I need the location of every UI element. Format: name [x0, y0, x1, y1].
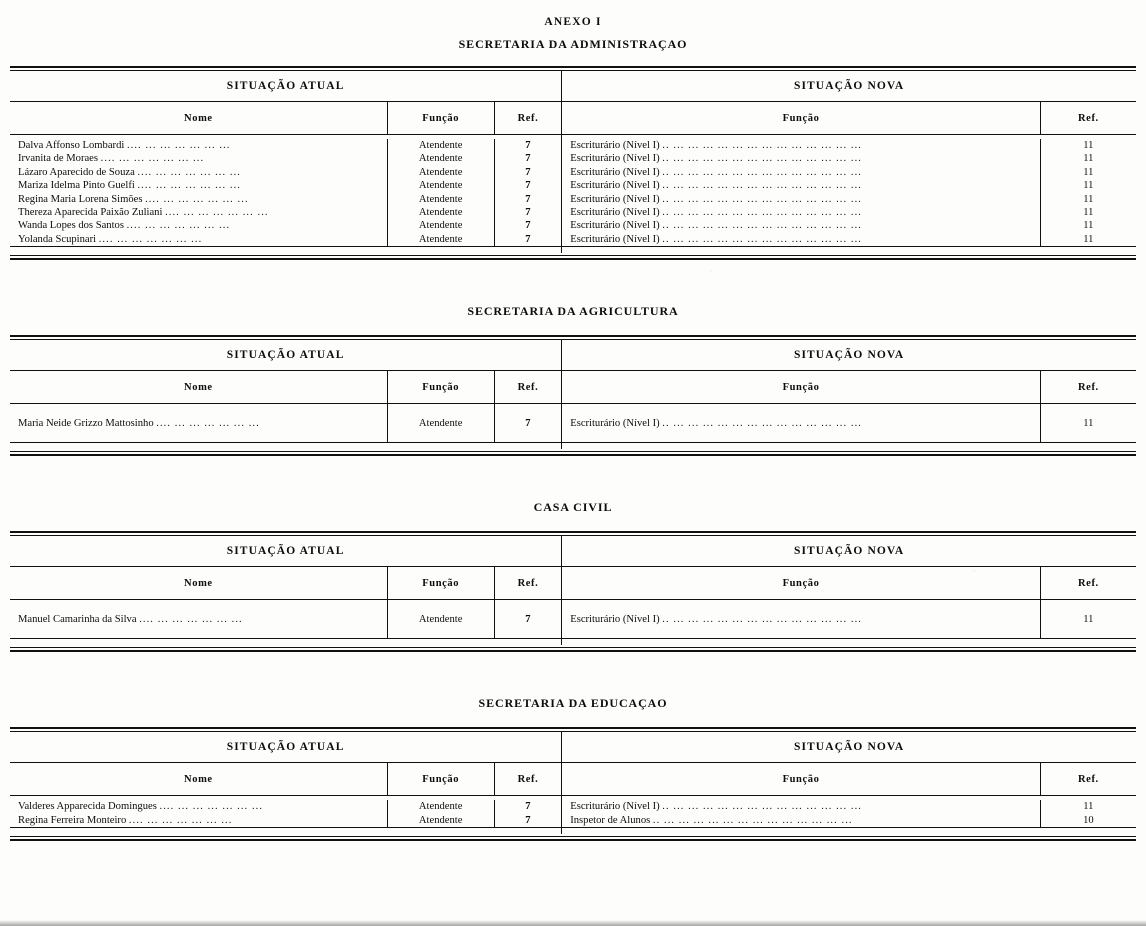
list-item: 7	[525, 153, 531, 165]
table-group-header-row	[10, 536, 1136, 567]
list-item: 11	[1083, 801, 1094, 813]
col-header-name: Nome	[10, 371, 387, 404]
col-header-new-funcao: Função	[562, 371, 1041, 404]
list-item: Escriturário (Nível I) .. ... ... ... ... ... ... ... ... ... ... ... ... ...	[570, 417, 862, 429]
list-item: 7	[525, 180, 531, 192]
funcao-cell	[387, 800, 494, 827]
table-body-bottom-rule-row	[10, 639, 1136, 646]
section-title-administracao: SECRETARIA DA ADMINISTRAÇAO	[458, 37, 688, 51]
table-column-header-row	[10, 102, 1136, 135]
table-block-educacao	[10, 727, 1136, 841]
col-header-new-ref: Ref.	[1040, 102, 1136, 135]
col-header-ref: Ref.	[494, 763, 562, 796]
table-casa-civil	[10, 536, 1136, 645]
new-ref-cell: 11	[1040, 600, 1136, 639]
table-column-header-row	[10, 567, 1136, 600]
group-header-new: SITUAÇÃO NOVA	[562, 71, 1136, 102]
list-item: Atendente	[418, 801, 463, 813]
table-body-row-group	[10, 139, 1136, 247]
ref-cell: 7	[494, 404, 562, 443]
table-row	[10, 600, 1136, 639]
col-header-funcao: Função	[387, 371, 494, 404]
list-item: 7	[525, 801, 531, 813]
new-funcao-cell	[562, 139, 1041, 247]
list-item: 11	[1083, 233, 1094, 245]
list-item: Inspetor de Alunos .. ... ... ... ... ... ... ... ... ... ... ... ... ...	[570, 814, 853, 826]
list-item: Atendente	[418, 814, 463, 826]
group-header-new: SITUAÇÃO NOVA	[562, 536, 1136, 567]
list-item: 11	[1083, 220, 1094, 232]
list-item: 10	[1083, 814, 1094, 826]
col-header-new-ref: Ref.	[1040, 371, 1136, 404]
table-agricultura	[10, 340, 1136, 449]
table-bottom-rule	[10, 647, 1136, 652]
names-cell	[10, 800, 387, 827]
table-administracao	[10, 71, 1136, 253]
list-item: 7	[525, 166, 531, 178]
list-item: Escriturário (Nível I) .. ... ... ... ... ... ... ... ... ... ... ... ... ...	[570, 166, 862, 178]
table-block-administracao	[10, 66, 1136, 260]
list-item: Atendente	[418, 153, 463, 165]
table-group-header-row	[10, 71, 1136, 102]
col-header-new-ref: Ref.	[1040, 763, 1136, 796]
names-cell	[10, 600, 387, 639]
list-item: Atendente	[418, 193, 463, 205]
table-column-header-row	[10, 371, 1136, 404]
list-item: Escriturário (Nível I) .. ... ... ... ... ... ... ... ... ... ... ... ... ...	[570, 180, 862, 192]
list-item: 11	[1083, 193, 1094, 205]
section-spacer	[0, 456, 1146, 500]
new-funcao-cell	[562, 600, 1041, 639]
group-header-current: SITUAÇÃO ATUAL	[226, 80, 345, 92]
list-item: 11	[1083, 166, 1094, 178]
section-title-casa-civil: CASA CIVIL	[533, 500, 613, 515]
names-cell	[10, 404, 387, 443]
list-item: Valderes Apparecida Domingues .... ... ... ... ... ... ...	[18, 801, 264, 813]
table-block-casa-civil	[10, 531, 1136, 652]
table-block-agricultura	[10, 335, 1136, 456]
new-ref-cell	[1040, 800, 1136, 827]
col-header-name: Nome	[10, 763, 387, 796]
col-header-new-funcao: Função	[562, 567, 1041, 600]
new-funcao-cell	[562, 404, 1041, 443]
section-title-educacao: SECRETARIA DA EDUCAÇAO	[478, 696, 668, 711]
table-body-bottom-rule-row	[10, 247, 1136, 254]
list-item: Atendente	[418, 166, 463, 178]
list-item: 7	[525, 220, 531, 232]
list-item: 7	[525, 207, 531, 219]
list-item: Escriturário (Nível I) .. ... ... ... ... ... ... ... ... ... ... ... ... ...	[570, 233, 862, 245]
table-educacao	[10, 732, 1136, 834]
table-bottom-rule	[10, 836, 1136, 841]
col-header-ref: Ref.	[494, 371, 562, 404]
table-bottom-rule	[10, 451, 1136, 456]
col-header-ref: Ref.	[494, 102, 562, 135]
table-body-bottom-rule-row	[10, 443, 1136, 450]
list-item: 7	[525, 814, 531, 826]
names-cell	[10, 139, 387, 247]
ref-cell	[494, 139, 562, 247]
list-item: Thereza Aparecida Paixão Zuliani .... ... ... ... ... ... ...	[18, 207, 269, 219]
list-item: Escriturário (Nível I) .. ... ... ... ... ... ... ... ... ... ... ... ... ...	[570, 801, 862, 813]
list-item: Wanda Lopes dos Santos .... ... ... ... ... ... ...	[18, 220, 231, 232]
col-header-funcao: Função	[387, 567, 494, 600]
section-title-agricultura: SECRETARIA DA AGRICULTURA	[467, 304, 679, 319]
table-group-header-row	[10, 732, 1136, 763]
col-header-ref: Ref.	[494, 567, 562, 600]
list-item: 7	[525, 140, 531, 151]
list-item: Dalva Affonso Lombardi .... ... ... ... ... ... ...	[18, 140, 231, 151]
col-header-new-ref: Ref.	[1040, 567, 1136, 600]
funcao-cell: Atendente	[387, 600, 494, 639]
list-item: Escriturário (Nível I) .. ... ... ... ... ... ... ... ... ... ... ... ... ...	[570, 613, 862, 625]
group-header-new: SITUAÇÃO NOVA	[562, 732, 1136, 763]
col-header-name: Nome	[10, 102, 387, 135]
group-header-current: SITUAÇÃO ATUAL	[226, 349, 345, 362]
list-item: Manuel Camarinha da Silva .... ... ... ... ... ... ...	[18, 613, 243, 625]
list-item: 11	[1083, 140, 1094, 151]
list-item: 11	[1083, 153, 1094, 165]
table-bottom-rule	[10, 255, 1136, 260]
list-item: 11	[1083, 207, 1094, 219]
list-item: 7	[525, 193, 531, 205]
table-column-header-row	[10, 763, 1136, 796]
list-item: Atendente	[418, 180, 463, 192]
list-item: Lázaro Aparecido de Souza .... ... ... ... ... ... ...	[18, 166, 241, 178]
list-item: Atendente	[418, 207, 463, 219]
list-item: Atendente	[418, 140, 463, 151]
table-body-bottom-rule-row	[10, 828, 1136, 835]
list-item: Regina Maria Lorena Simões .... ... ... ... ... ... ...	[18, 193, 249, 205]
list-item: Escriturário (Nível I) .. ... ... ... ... ... ... ... ... ... ... ... ... ...	[570, 193, 862, 205]
group-header-current: SITUAÇÃO ATUAL	[226, 545, 345, 558]
list-item: 7	[525, 233, 531, 245]
new-ref-cell	[1040, 139, 1136, 247]
ref-cell	[494, 800, 562, 827]
col-header-funcao: Função	[387, 763, 494, 796]
list-item: 11	[1083, 180, 1094, 192]
list-item: Regina Ferreira Monteiro .... ... ... ... ... ... ...	[18, 814, 233, 826]
list-item: Mariza Idelma Pinto Guelfi .... ... ... ... ... ... ...	[18, 180, 241, 192]
list-item: Atendente	[418, 220, 463, 232]
list-item: Irvanita de Moraes .... ... ... ... ... ... ...	[18, 153, 205, 165]
funcao-cell	[387, 139, 494, 247]
list-item: Escriturário (Nível I) .. ... ... ... ... ... ... ... ... ... ... ... ... ...	[570, 140, 862, 151]
ref-cell: 7	[494, 600, 562, 639]
table-group-header-row	[10, 340, 1136, 371]
table-row	[10, 404, 1136, 443]
section-spacer	[0, 652, 1146, 696]
new-ref-cell: 11	[1040, 404, 1136, 443]
group-header-new: SITUAÇÃO NOVA	[562, 340, 1136, 371]
list-item: Escriturário (Nível I) .. ... ... ... ... ... ... ... ... ... ... ... ... ...	[570, 220, 862, 232]
new-funcao-cell	[562, 800, 1041, 827]
page-edge-shadow	[0, 920, 1146, 926]
col-header-name: Nome	[10, 567, 387, 600]
list-item: Escriturário (Nível I) .. ... ... ... ... ... ... ... ... ... ... ... ... ...	[570, 207, 862, 219]
list-item: Yolanda Scupinari .... ... ... ... ... ... ...	[18, 233, 203, 245]
col-header-funcao: Função	[387, 102, 494, 135]
funcao-cell: Atendente	[387, 404, 494, 443]
col-header-new-funcao: Função	[562, 102, 1041, 135]
col-header-new-funcao: Função	[562, 763, 1041, 796]
section-spacer	[0, 260, 1146, 304]
list-item: Escriturário (Nível I) .. ... ... ... ... ... ... ... ... ... ... ... ... ...	[570, 153, 862, 165]
list-item: Maria Neide Grizzo Mattosinho .... ... ... ... ... ... ...	[18, 417, 260, 429]
list-item: Atendente	[418, 233, 463, 245]
group-header-current: SITUAÇÃO ATUAL	[226, 741, 345, 754]
annex-title: ANEXO I	[544, 16, 602, 28]
table-body-row-group	[10, 800, 1136, 827]
document-page	[0, 16, 1146, 926]
